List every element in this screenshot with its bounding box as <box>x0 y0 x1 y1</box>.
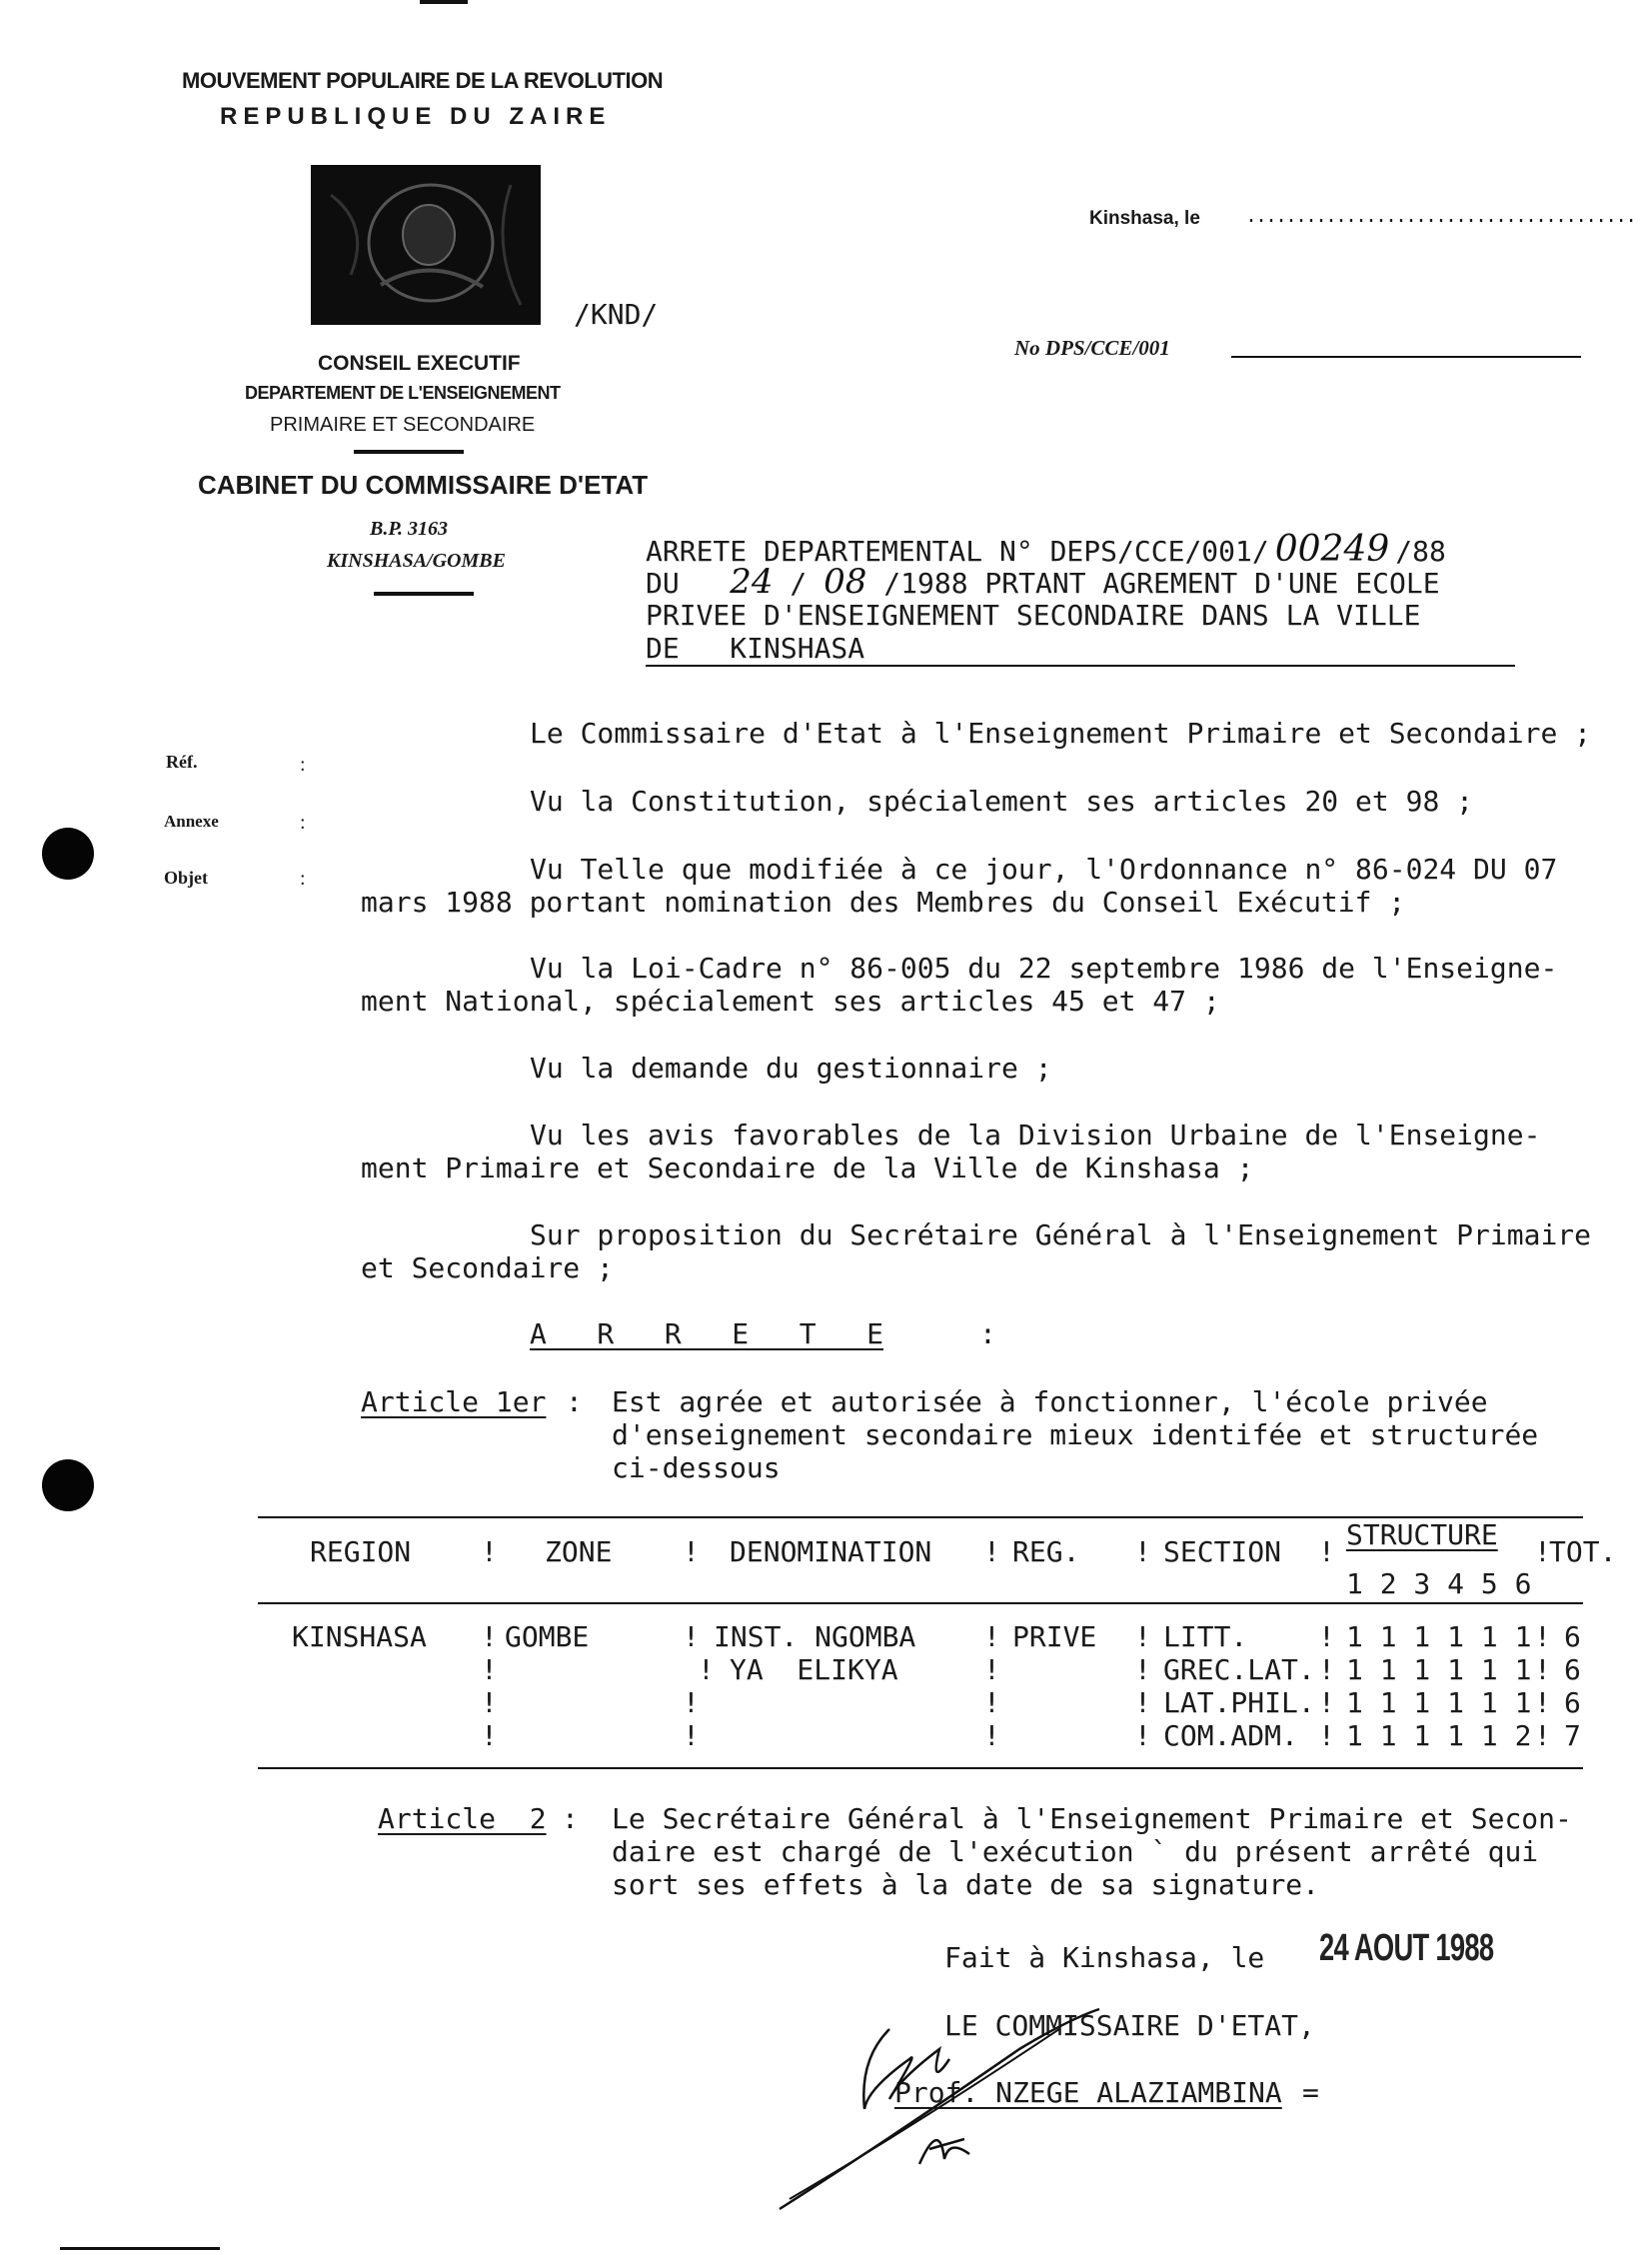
para-constitution: Vu la Constitution, spécialement ses articles 20 et 98 ; <box>530 785 1474 818</box>
col-sep: ! <box>683 1535 700 1568</box>
table-header-rule <box>258 1602 1583 1604</box>
title-line3: PRIVEE D'ENSEIGNEMENT SECONDAIRE DANS LA VILLE <box>646 599 1421 632</box>
cell-region: KINSHASA <box>292 1620 427 1653</box>
article2-line1: Le Secrétaire Général à l'Enseignement Primaire et Secon- <box>612 1802 1572 1835</box>
col-header-zone: ZONE <box>545 1535 613 1568</box>
title-du: DU <box>646 567 680 600</box>
margin-annexe-colon: : <box>300 812 306 834</box>
scan-mark-top <box>420 0 468 4</box>
signature <box>770 1989 1129 2229</box>
cell-structure: 1 1 1 1 1 2 <box>1346 1719 1532 1752</box>
cell-tot: 6 <box>1564 1653 1581 1686</box>
margin-objet-label: Objet <box>164 868 208 888</box>
margin-ref-colon: : <box>300 754 306 776</box>
dateline-label: Kinshasa, le <box>1089 208 1200 229</box>
col-header-denomination: DENOMINATION <box>730 1535 932 1568</box>
para-proposition-2: et Secondaire ; <box>361 1251 614 1284</box>
margin-objet-colon: : <box>300 868 306 890</box>
cell-zone: GOMBE <box>505 1620 590 1653</box>
arrete-colon: : <box>979 1317 996 1350</box>
col-sep: ! <box>1134 1686 1151 1719</box>
number-label: No DPS/CCE/001 <box>1014 336 1170 360</box>
col-sep: ! <box>481 1686 498 1719</box>
handwritten-number: 00249 <box>1274 529 1390 570</box>
header-republic: REPUBLIQUE DU ZAIRE <box>220 103 612 130</box>
para-ordonnance-1: Vu Telle que modifiée à ce jour, l'Ordonnance n° 86-024 DU 07 <box>530 853 1558 886</box>
cell-denomination: INST. NGOMBA <box>714 1620 916 1653</box>
article2-label: Article 2 <box>378 1802 547 1835</box>
signatory-name-suffix: = <box>1302 2076 1319 2109</box>
col-sep: ! <box>983 1535 1000 1568</box>
para-demande: Vu la demande du gestionnaire ; <box>530 1052 1052 1085</box>
table-bottom-rule <box>258 1767 1583 1769</box>
para-avis-1: Vu les avis favorables de la Division Urbaine de l'Enseigne- <box>530 1119 1541 1151</box>
article1-line2: d'enseignement secondaire mieux identifée et structurée <box>612 1418 1539 1451</box>
para-ordonnance-2: mars 1988 portant nomination des Membres du Conseil Exécutif ; <box>361 886 1406 919</box>
col-sep: ! <box>1134 1653 1151 1686</box>
date-stamp: 24 AOUT 1988 <box>1319 1927 1494 1969</box>
ref-tag: /KND/ <box>574 298 659 331</box>
article1-colon: : <box>566 1385 583 1418</box>
para-loi-cadre-1: Vu la Loi-Cadre n° 86-005 du 22 septembre 1986 de l'Enseigne- <box>530 952 1558 985</box>
col-sep: ! <box>1534 1620 1551 1653</box>
para-commissaire: Le Commissaire d'Etat à l'Enseignement Primaire et Secondaire ; <box>530 717 1592 750</box>
city-divider <box>374 592 474 596</box>
col-sep: ! <box>1134 1719 1151 1752</box>
cell-tot: 7 <box>1564 1719 1581 1752</box>
punch-hole-bottom <box>42 1459 94 1511</box>
para-proposition-1: Sur proposition du Secrétaire Général à l'Enseignement Primaire <box>530 1218 1592 1251</box>
col-sep: ! <box>1318 1535 1335 1568</box>
col-sep: ! <box>683 1620 700 1653</box>
col-sep: ! <box>1318 1686 1335 1719</box>
cabinet-title: CABINET DU COMMISSAIRE D'ETAT <box>198 470 649 500</box>
col-header-region: REGION <box>310 1535 412 1568</box>
dept-conseil: CONSEIL EXECUTIF <box>318 352 521 375</box>
col-sep: ! <box>1534 1719 1551 1752</box>
signatory-name: Prof. NZEGE ALAZIAMBINA <box>894 2076 1282 2109</box>
col-sep: ! <box>983 1620 1000 1653</box>
handwritten-day: 24 <box>730 562 774 602</box>
para-loi-cadre-2: ment National, spécialement ses articles 45 et 47 ; <box>361 985 1220 1018</box>
article1-line1: Est agrée et autorisée à fonctionner, l'école privée <box>612 1385 1488 1418</box>
title-line2-text: /1988 PRTANT AGREMENT D'UNE ECOLE <box>883 567 1440 600</box>
punch-hole-top <box>42 828 94 880</box>
cell-reg: PRIVE <box>1012 1620 1097 1653</box>
col-sep: ! <box>481 1620 498 1653</box>
cell-denomination: YA ELIKYA <box>730 1653 898 1686</box>
cell-section: GREC.LAT. <box>1163 1653 1315 1686</box>
title-line1-text: ARRETE DEPARTEMENTAL N° DEPS/CCE/001/ <box>646 535 1269 568</box>
cell-structure: 1 1 1 1 1 1 <box>1346 1686 1532 1719</box>
margin-ref-label: Réf. <box>166 752 198 772</box>
title-line1-year: /88 <box>1395 535 1446 568</box>
col-sep: ! <box>481 1719 498 1752</box>
col-sep: ! <box>983 1686 1000 1719</box>
article2-line3: sort ses effets à la date de sa signature. <box>612 1868 1320 1901</box>
header-divider <box>354 450 464 454</box>
col-sep: ! <box>683 1686 700 1719</box>
city-line: KINSHASA/GOMBE <box>327 550 506 572</box>
col-sep: ! <box>983 1653 1000 1686</box>
fait-a-kinshasa: Fait à Kinshasa, le <box>944 1941 1265 1974</box>
cell-section: COM.ADM. <box>1163 1719 1298 1752</box>
cell-structure: 1 1 1 1 1 1 <box>1346 1653 1532 1686</box>
col-sep: ! <box>1318 1719 1335 1752</box>
cell-section: LAT.PHIL. <box>1163 1686 1315 1719</box>
col-header-structure-years: 1 2 3 4 5 6 <box>1346 1567 1532 1600</box>
cell-section: LITT. <box>1163 1620 1248 1653</box>
arrete-heading: A R R E T E <box>530 1317 884 1350</box>
col-sep: ! <box>481 1535 498 1568</box>
col-sep: ! <box>1534 1686 1551 1719</box>
cell-tot: 6 <box>1564 1686 1581 1719</box>
article2-colon: : <box>562 1802 579 1835</box>
cell-tot: 6 <box>1564 1620 1581 1653</box>
col-sep: ! <box>1134 1620 1151 1653</box>
handwritten-month: 08 <box>824 562 867 602</box>
dept-primaire: PRIMAIRE ET SECONDAIRE <box>270 414 536 436</box>
col-sep: ! <box>1534 1535 1551 1568</box>
title-underline <box>646 665 1515 667</box>
col-sep: ! <box>1318 1620 1335 1653</box>
col-header-tot: TOT. <box>1549 1535 1617 1568</box>
article2-line2: daire est chargé de l'exécution ` du présent arrêté qui <box>612 1835 1539 1868</box>
title-line2 <box>646 562 1440 602</box>
title-line4: DE KINSHASA <box>646 632 865 665</box>
dateline-dots: ....................................... <box>1245 206 1636 229</box>
article1-label: Article 1er <box>361 1385 547 1418</box>
col-header-section: SECTION <box>1163 1535 1282 1568</box>
number-blank <box>1231 356 1581 358</box>
col-header-structure: STRUCTURE <box>1346 1518 1498 1551</box>
col-sep: ! <box>481 1653 498 1686</box>
article1-line3: ci-dessous <box>612 1451 781 1484</box>
col-sep: ! <box>983 1719 1000 1752</box>
header-movement: MOUVEMENT POPULAIRE DE LA REVOLUTION <box>182 68 664 93</box>
dept-enseignement: DEPARTEMENT DE L'ENSEIGNEMENT <box>245 383 561 403</box>
col-sep: ! <box>1134 1535 1151 1568</box>
col-header-reg: REG. <box>1012 1535 1080 1568</box>
col-sep: ! <box>1318 1653 1335 1686</box>
emblem-seal <box>311 165 541 325</box>
cell-structure: 1 1 1 1 1 1 <box>1346 1620 1532 1653</box>
col-sep: ! <box>698 1653 715 1686</box>
scan-mark-bottom <box>60 2247 220 2250</box>
col-sep: ! <box>1534 1653 1551 1686</box>
col-sep: ! <box>683 1719 700 1752</box>
title-sep: / <box>790 567 808 600</box>
margin-annexe-label: Annexe <box>164 812 219 831</box>
para-avis-2: ment Primaire et Secondaire de la Ville de Kinshasa ; <box>361 1151 1254 1184</box>
signatory-title: LE COMMISSAIRE D'ETAT, <box>944 2009 1315 2042</box>
bp-box: B.P. 3163 <box>370 518 448 540</box>
